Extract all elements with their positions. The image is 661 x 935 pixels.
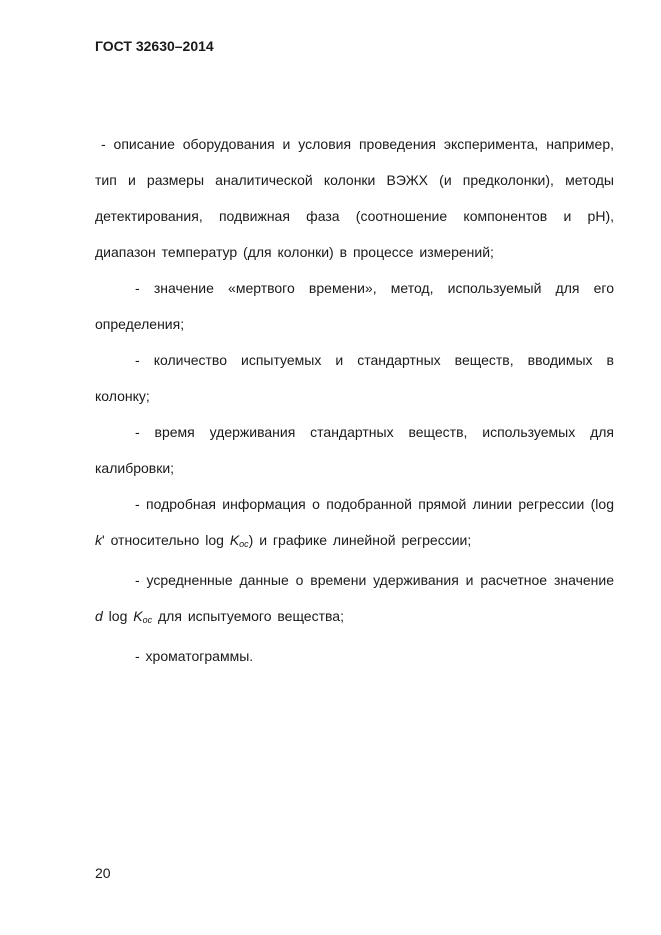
list-item-substance-count: - количество испытуемых и стандартных веществ, вводимых в колонку; bbox=[95, 352, 614, 404]
document-header: ГОСТ 32630–2014 bbox=[95, 38, 214, 54]
page-number: 20 bbox=[95, 865, 111, 881]
list-item-retention-time: - время удерживания стандартных веществ, используемых для калибровки; bbox=[95, 424, 614, 476]
d-variable: d bbox=[95, 608, 103, 624]
regression-text-middle: ' относительно log bbox=[102, 532, 230, 548]
retention-text-end: для испытуемого вещества; bbox=[152, 608, 344, 624]
retention-text-start: - усредненные данные о времени удерживания и расчетное значение bbox=[135, 572, 614, 588]
list-item-chromatograms: - хроматограммы. bbox=[135, 648, 254, 664]
k-variable: k bbox=[95, 532, 102, 548]
koc-variable: K bbox=[229, 532, 240, 548]
regression-text-end: ) и графике линейной регрессии; bbox=[248, 532, 472, 548]
retention-log: log bbox=[102, 608, 134, 624]
koc-subscript: oc bbox=[142, 615, 153, 625]
list-item-equipment: - описание оборудования и условия проведения эксперимента, например, тип и размеры аналитической колонки ВЭЖХ (и предколонки), методы детектирования, подвижная фаза (соотношение компонентов и рН), диапазон температур (для колонки) в процессе измерений; bbox=[95, 136, 614, 260]
koc-variable: K bbox=[133, 608, 143, 624]
regression-text-start: - подробная информация о подобранной прямой линии регрессии (log bbox=[135, 496, 614, 512]
list-item-average-retention bbox=[95, 562, 614, 638]
koc-subscript: oc bbox=[239, 539, 249, 549]
report-content bbox=[95, 126, 614, 674]
list-item-dead-time: - значение «мертвого времени», метод, используемый для его определения; bbox=[95, 280, 614, 332]
list-item-regression bbox=[95, 486, 614, 562]
